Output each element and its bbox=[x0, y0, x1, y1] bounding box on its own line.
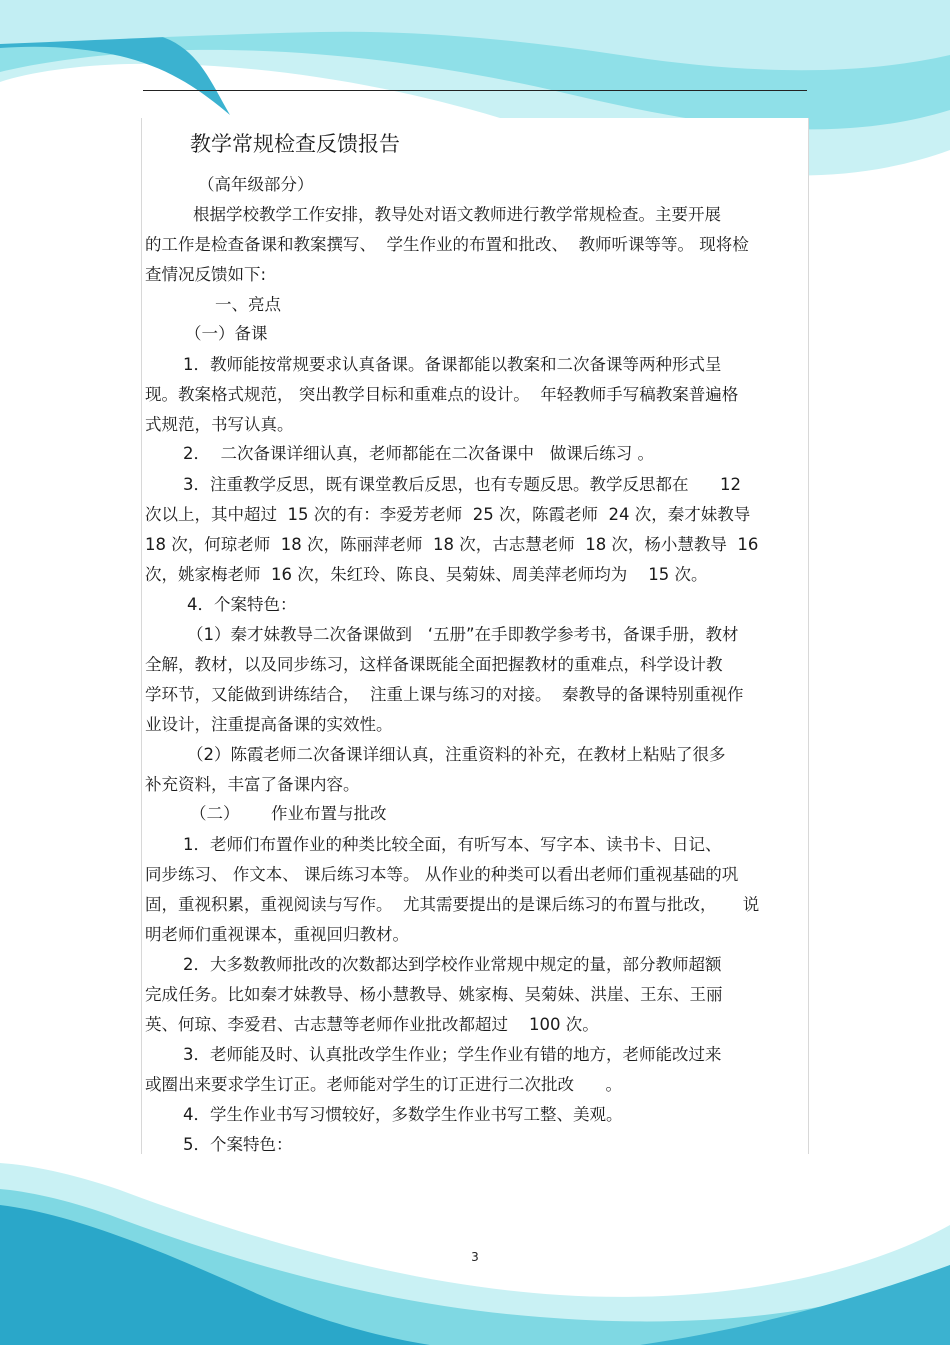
text-line: （2）陈霞老师二次备课详细认真，注重资料的补充，在教材上粘贴了很多 bbox=[187, 745, 726, 764]
text-line: （1）秦才妹教导二次备课做到 ‘五册”在手即教学参考书，备课手册，教材 bbox=[187, 625, 739, 644]
text-line: 式规范，书写认真。 bbox=[145, 415, 294, 434]
subsection-heading: （二） 作业布置与批改 bbox=[190, 804, 387, 823]
text-line: 3．老师能及时、认真批改学生作业；学生作业有错的地方，老师能改过来 bbox=[183, 1045, 722, 1064]
text-line: 或圈出来要求学生订正。老师能对学生的订正进行二次批改 。 bbox=[145, 1075, 622, 1094]
text-line: 18 次，何琼老师 18 次，陈丽萍老师 18 次，古志慧老师 18 次，杨小慧教导 16 bbox=[145, 535, 759, 554]
text-line: 完成任务。比如秦才妹教导、杨小慧教导、姚家梅、吴菊妹、洪崖、王东、王丽 bbox=[145, 985, 723, 1004]
text-line: 的工作是检查备课和教案撰写、 学生作业的布置和批改、 教师听课等等。 现将检 bbox=[145, 235, 749, 254]
text-line: 学环节，又能做到讲练结合， 注重上课与练习的对接。 秦教导的备课特别重视作 bbox=[145, 685, 744, 704]
text-line: 查情况反馈如下: bbox=[145, 265, 267, 284]
text-line: 4．学生作业书写习惯较好，多数学生作业书写工整、美观。 bbox=[183, 1105, 623, 1124]
text-line: 补充资料，丰富了备课内容。 bbox=[145, 775, 360, 794]
decorative-wave-bottom bbox=[0, 1145, 950, 1345]
text-line: 明老师们重视课本，重视回归教材。 bbox=[145, 925, 409, 944]
text-line: 固，重视积累，重视阅读与写作。 尤其需要提出的是课后练习的布置与批改， 说 bbox=[145, 895, 760, 914]
text-line: 1．老师们布置作业的种类比较全面，有听写本、写字本、读书卡、日记、 bbox=[183, 835, 722, 854]
section-heading: 一、亮点 bbox=[215, 295, 281, 314]
page-number: 3 bbox=[471, 1250, 479, 1264]
document-title: 教学常规检查反馈报告 bbox=[190, 132, 400, 156]
header-rule bbox=[143, 90, 807, 91]
text-line: 5．个案特色： bbox=[183, 1135, 293, 1154]
text-line: 3．注重教学反思，既有课堂教后反思，也有专题反思。教学反思都在 12 bbox=[183, 475, 741, 494]
text-line: 2． 二次备课详细认真，老师都能在二次备课中 做课后练习 。 bbox=[183, 444, 654, 463]
text-line: 同步练习、 作文本、 课后练习本等。 从作业的种类可以看出老师们重视基础的巩 bbox=[145, 865, 739, 884]
text-line: 4．个案特色： bbox=[187, 595, 297, 614]
text-line: 业设计，注重提高备课的实效性。 bbox=[145, 715, 393, 734]
subsection-heading: （一）备课 bbox=[185, 324, 268, 343]
text-line: 英、何琼、李爱君、古志慧等老师作业批改都超过 100 次。 bbox=[145, 1015, 599, 1034]
text-line: 次，姚家梅老师 16 次，朱红玲、陈良、吴菊妹、周美萍老师均为 15 次。 bbox=[145, 565, 708, 584]
text-line: （高年级部分） bbox=[198, 175, 314, 194]
text-line: 现。教案格式规范， 突出教学目标和重难点的设计。 年轻教师手写稿教案普遍格 bbox=[145, 385, 739, 404]
text-line: 1．教师能按常规要求认真备课。备课都能以教案和二次备课等两种形式呈 bbox=[183, 355, 722, 374]
text-line: 全解，教材，以及同步练习，这样备课既能全面把握教材的重难点，科学设计教 bbox=[145, 655, 723, 674]
text-line: 次以上，其中超过 15 次的有：李爱芳老师 25 次，陈霞老师 24 次，秦才妹教导 bbox=[145, 505, 751, 524]
text-line: 根据学校教学工作安排，教导处对语文教师进行教学常规检查。主要开展 bbox=[193, 205, 721, 224]
text-line: 2．大多数教师批改的次数都达到学校作业常规中规定的量，部分教师超额 bbox=[183, 955, 722, 974]
